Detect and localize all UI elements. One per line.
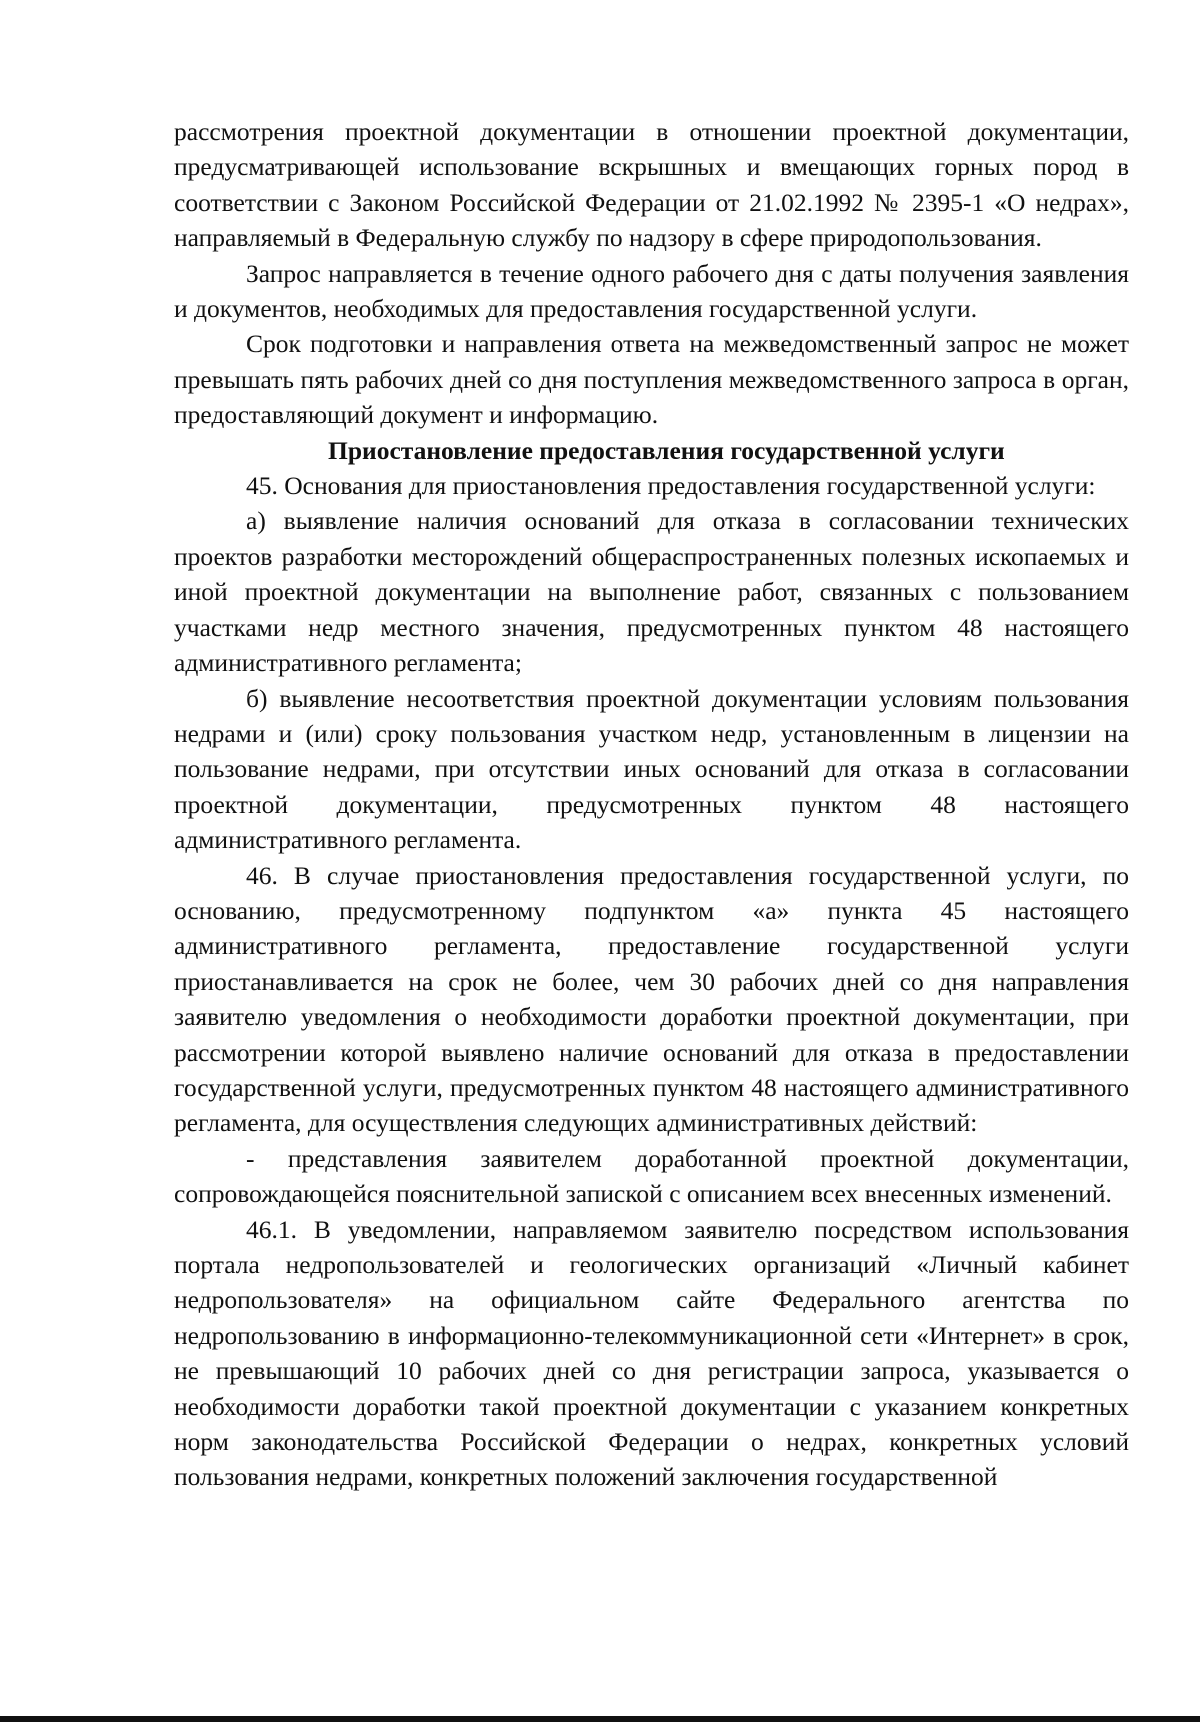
paragraph-item-45a: а) выявление наличия оснований для отказа в согласовании технических проектов разработки месторождений общераспространенных полезных ископаемых и иной проектной документации на выполнение работ, связанных с пользованием участками недр местного значения, предусмотренных пунктом 48 настоящего административного регламента;: [174, 506, 1129, 678]
paragraph-request-timing: Запрос направляется в течение одного рабочего дня с даты получения заявления и документов, необходимых для предоставления государственной услуги.: [174, 258, 1129, 324]
paragraph-item-45: 45. Основания для приостановления предоставления государственной услуги:: [246, 471, 1096, 501]
paragraph-item-45b: б) выявление несоответствия проектной документации условиям пользования недрами и (или) сроку пользования участком недр, установленным в лицензии на пользование недрами, при отсутствии иных оснований для отказа в согласовании проектной документации, предусмотренных пунктом 48 настоящего административного регламента.: [174, 683, 1129, 855]
document-body: [174, 114, 1129, 1495]
paragraph-response-deadline: Срок подготовки и направления ответа на межведомственный запрос не может превышать пять рабочих дней со дня поступления межведомственного запроса в орган, предоставляющий документ и информацию.: [174, 329, 1129, 430]
paragraph-item-46: 46. В случае приостановления предоставления государственной услуги, по основанию, предусмотренному подпунктом «а» пункта 45 настоящего административного регламента, предоставление государственной услуги приостанавливается на срок не более, чем 30 рабочих дней со дня направления заявителю уведомления о необходимости доработки проектной документации, при рассмотрении которой выявлено наличие оснований для отказа в предоставлении государственной услуги, предусмотренных пунктом 48 настоящего административного регламента, для осуществления следующих административных действий:: [174, 860, 1129, 1138]
bottom-scan-border: [0, 1716, 1200, 1722]
paragraph-item-46-dash: - представления заявителем доработанной проектной документации, сопровождающейся пояснительной запиской с описанием всех внесенных изменений.: [174, 1143, 1129, 1209]
section-heading: Приостановление предоставления государственной услуги: [328, 435, 1005, 465]
paragraph-continuation: рассмотрения проектной документации в отношении проектной документации, предусматривающей использование вскрышных и вмещающих горных пород в соответствии с Законом Российской Федерации от 21.02.1992 № 2395-1 «О недрах», направляемый в Федеральную службу по надзору в сфере природопользования.: [174, 117, 1129, 253]
paragraph-item-46-1: 46.1. В уведомлении, направляемом заявителю посредством использования портала недропользователей и геологических организаций «Личный кабинет недропользователя» на официальном сайте Федерального агентства по недропользованию в информационно-телекоммуникационной сети «Интернет» в срок, не превышающий 10 рабочих дней со дня регистрации запроса, указывается о необходимости доработки такой проектной документации с указанием конкретных норм законодательства Российской Федерации о недрах, конкретных условий пользования недрами, конкретных положений заключения государственной: [174, 1214, 1129, 1492]
